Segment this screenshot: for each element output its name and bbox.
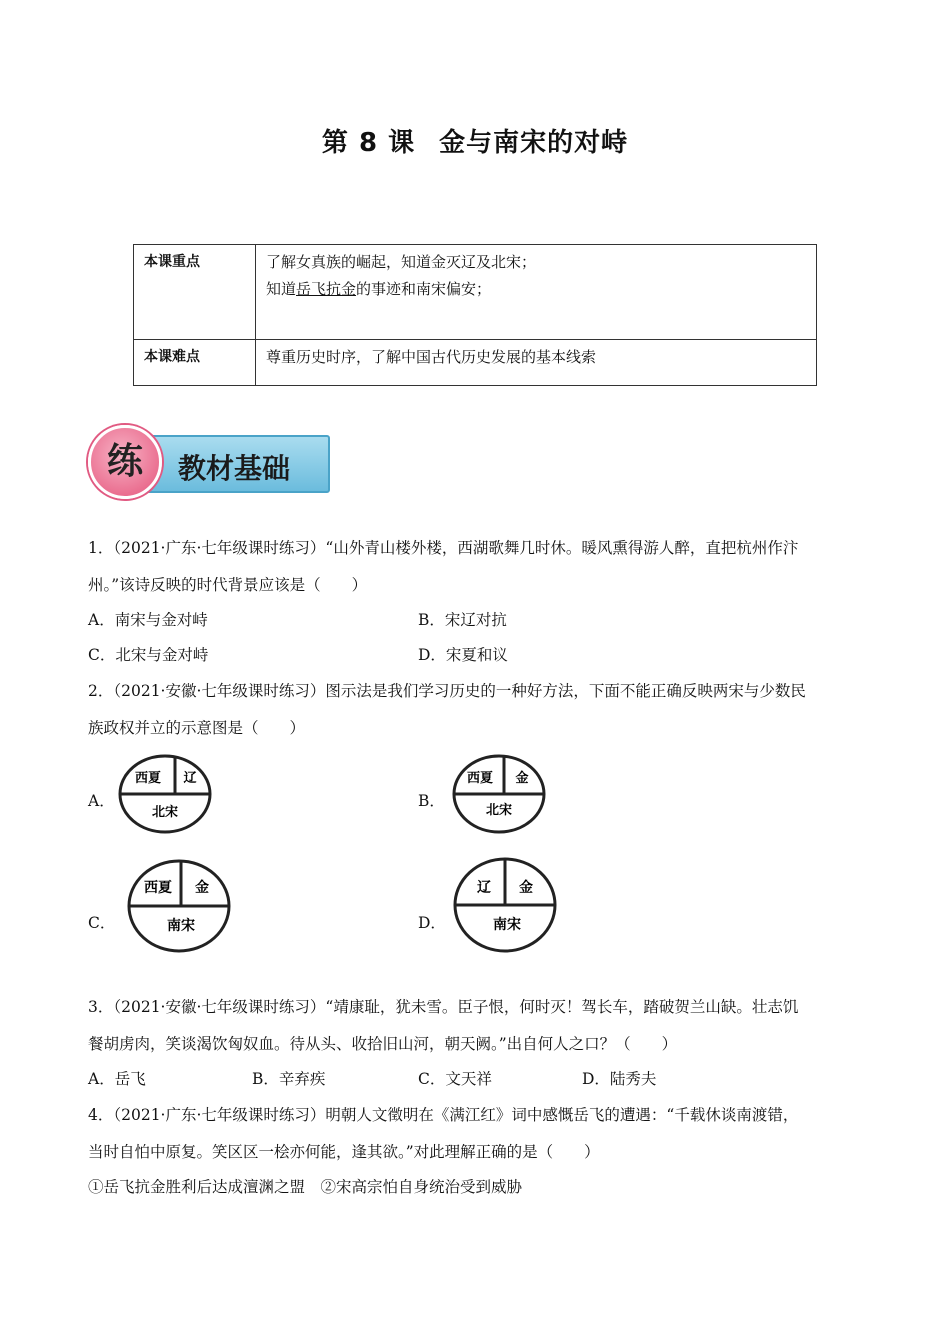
q1-option-c: C．北宋与金对峙 [88, 646, 209, 664]
key-point-2-underlined: 岳飞抗金 [296, 280, 357, 298]
q1-option-d: D．宋夏和议 [418, 646, 508, 664]
key-points-content [256, 245, 817, 340]
q3-option-c: C．文天祥 [418, 1070, 492, 1088]
q2-diagram-b-tl: 西夏 [466, 771, 494, 786]
q2-option-c-label: C． [88, 914, 116, 932]
q2-diagram-c-tl: 西夏 [144, 880, 172, 896]
q2-diagram-d-bottom: 南宋 [493, 917, 521, 933]
q4-stem-line1: 4．（2021·广东·七年级课时练习）明朝人文徵明在《满江红》词中感慨岳飞的遭遇：“千载休谈南渡错， [88, 1106, 799, 1124]
q2-diagram-a-bottom: 北宋 [151, 805, 179, 820]
key-point-2 [266, 276, 806, 303]
key-point-1: 了解女真族的崛起，知道金灭辽及北宋； [266, 253, 537, 271]
q2-diagram-d-tr: 金 [519, 880, 533, 896]
q2-diagram-d [452, 856, 558, 954]
key-point-2-post: 的事迹和南宋偏安； [356, 280, 492, 298]
q2-option-d-label: D． [418, 914, 446, 932]
objectives-table [133, 244, 817, 386]
banner-badge: 练 [88, 425, 162, 499]
q2-diagram-a-tl: 西夏 [134, 771, 162, 786]
difficult-points-row [134, 340, 817, 386]
q2-option-b-label: B． [418, 792, 445, 810]
key-points-row [134, 245, 817, 340]
q1-option-b: B．宋辽对抗 [418, 611, 507, 629]
q1-option-a: A．南宋与金对峙 [88, 611, 208, 629]
q3-option-a: A．岳飞 [88, 1070, 146, 1088]
q2-diagram-a [118, 754, 214, 836]
q3-stem-line2: 餐胡虏肉，笑谈渴饮匈奴血。待从头、收拾旧山河，朝天阙。”出自何人之口？（ ） [88, 1035, 678, 1053]
q2-diagram-b [452, 754, 548, 836]
q1-stem-line1: 1．（2021·广东·七年级课时练习）“山外青山楼外楼，西湖歌舞几时休。暖风熏得游人醉，直把杭州作汴 [88, 539, 799, 557]
q2-diagram-d-tl: 辽 [477, 880, 491, 896]
q2-diagram-c-bottom: 南宋 [167, 918, 195, 934]
q1-stem-line2: 州。”该诗反映的时代背景应该是（ ） [88, 576, 368, 594]
difficult-points-content: 尊重历史时序，了解中国古代历史发展的基本线索 [256, 340, 817, 386]
section-banner [88, 425, 333, 501]
key-points-label: 本课重点 [134, 245, 256, 340]
q4-statements: ①岳飞抗金胜利后达成澶渊之盟 ②宋高宗怕自身统治受到威胁 [88, 1178, 523, 1196]
q2-stem-line2: 族政权并立的示意图是（ ） [88, 719, 306, 737]
q3-option-d: D．陆秀夫 [582, 1070, 657, 1088]
q2-diagram-c [126, 858, 232, 954]
q2-diagram-c-tr: 金 [195, 880, 209, 896]
q2-stem-line1: 2．（2021·安徽·七年级课时练习）图示法是我们学习历史的一种好方法，下面不能正确反映两宋与少数民 [88, 682, 806, 700]
lesson-number: 第 8 课 [321, 128, 416, 158]
q2-diagram-b-bottom: 北宋 [485, 803, 513, 818]
difficult-points-label: 本课难点 [134, 340, 256, 386]
q3-stem-line1: 3．（2021·安徽·七年级课时练习）“靖康耻，犹未雪。臣子恨，何时灭！驾长车，踏破贺兰山缺。壮志饥 [88, 998, 799, 1016]
q3-option-b: B．辛弃疾 [252, 1070, 326, 1088]
banner-label: 教材基础 [178, 452, 291, 485]
lesson-name: 金与南宋的对峙 [439, 128, 629, 158]
q2-option-a-label: A． [88, 792, 115, 810]
lesson-title [0, 122, 950, 159]
q2-diagram-b-tr: 金 [515, 771, 529, 786]
key-point-2-pre: 知道 [266, 280, 297, 298]
q2-diagram-a-tr: 辽 [183, 771, 197, 786]
q4-stem-line2: 当时自怕中原复。笑区区一桧亦何能，逢其欲。”对此理解正确的是（ ） [88, 1143, 600, 1161]
